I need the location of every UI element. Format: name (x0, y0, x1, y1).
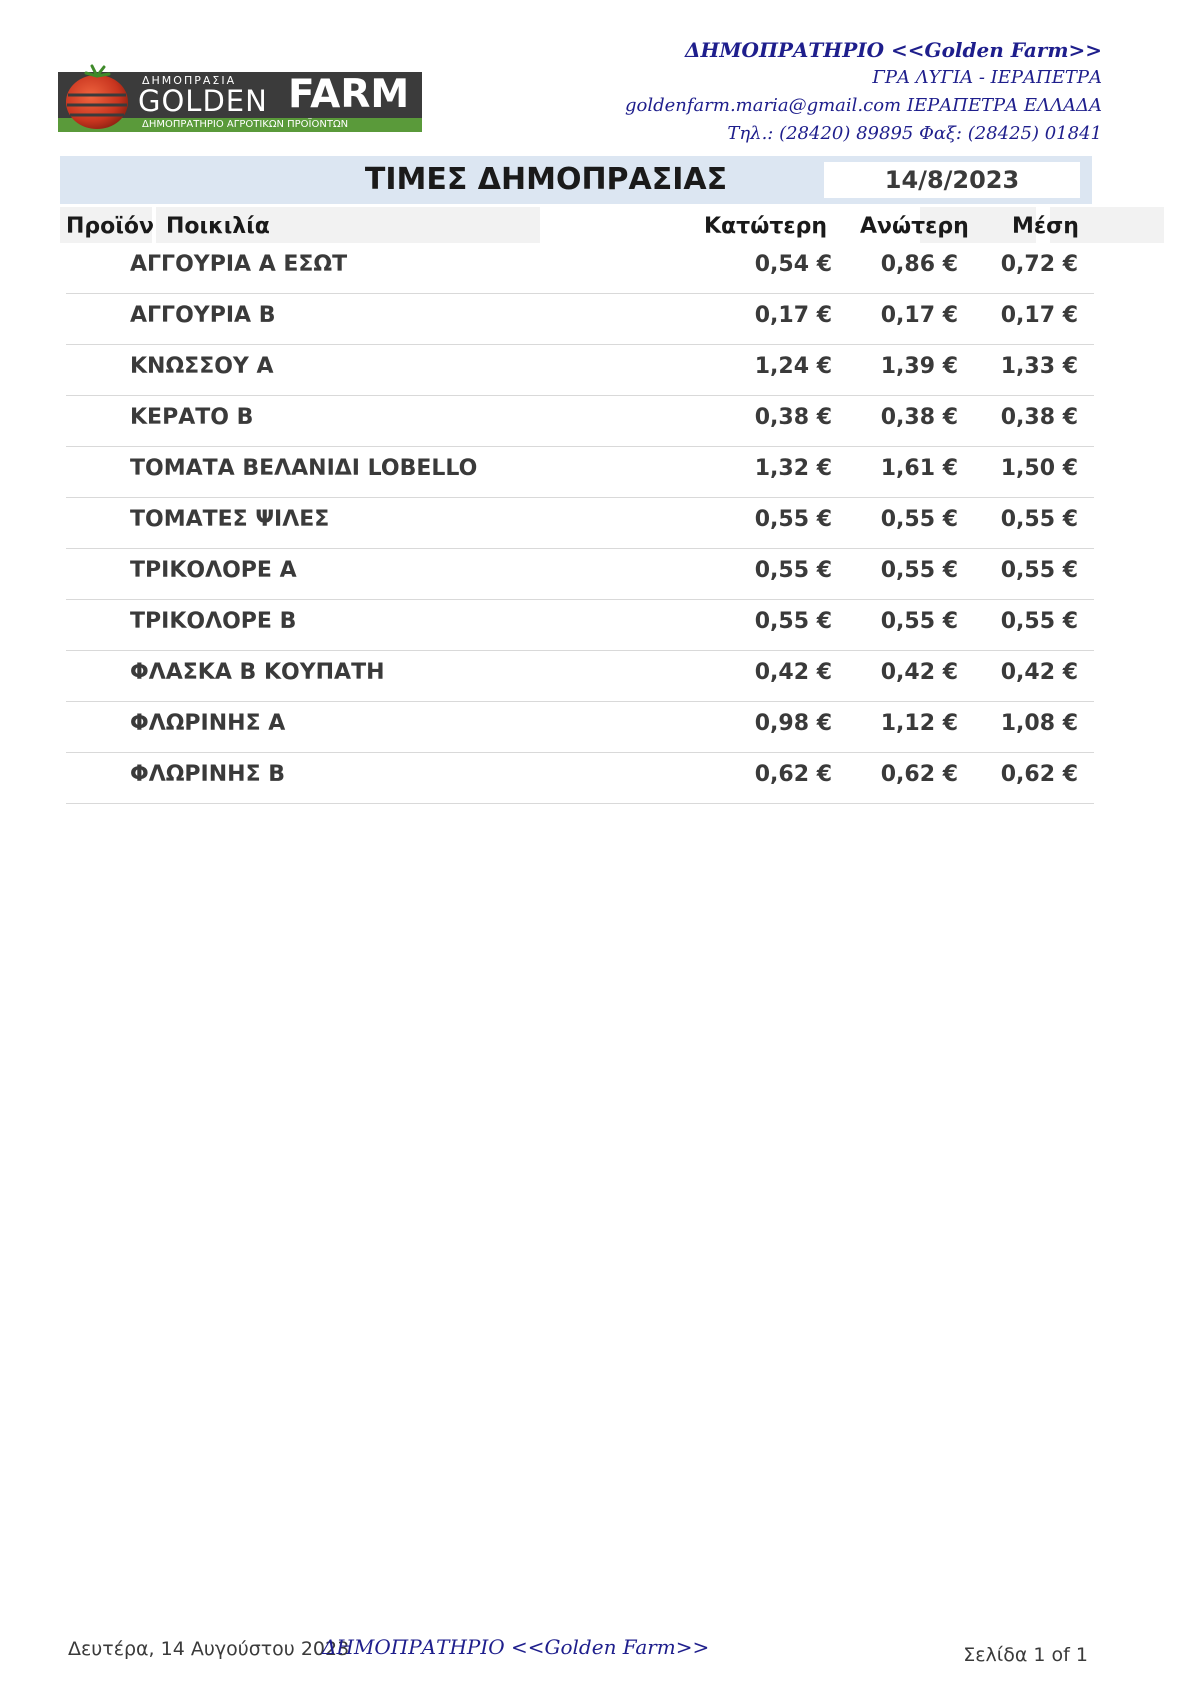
footer-date: Δευτέρα, 14 Αυγούστου 2023 (68, 1638, 350, 1660)
company-phones: Τηλ.: (28420) 89895 Φαξ: (28425) 01841 (727, 123, 1102, 144)
low-price-cell: 0,38 € (754, 405, 832, 430)
high-price-cell: 0,17 € (880, 303, 958, 328)
table-row (66, 345, 1094, 396)
avg-price-cell: 1,33 € (1000, 354, 1078, 379)
high-price-cell: 1,61 € (880, 456, 958, 481)
high-price-cell: 1,12 € (880, 711, 958, 736)
variety-cell: ΤΡΙΚΟΛΟΡΕ Α (130, 558, 297, 583)
report-title: ΤΙΜΕΣ ΔΗΜΟΠΡΑΣΙΑΣ (364, 162, 728, 197)
column-header-low: Κατώτερη (704, 214, 828, 239)
low-price-cell: 0,98 € (754, 711, 832, 736)
high-price-cell: 0,62 € (880, 762, 958, 787)
column-header-variety: Ποικιλία (166, 214, 270, 239)
table-row (66, 396, 1094, 447)
logo-auction-label: ΔΗΜΟΠΡΑΣΙΑ (142, 74, 237, 87)
avg-price-cell: 1,50 € (1000, 456, 1078, 481)
variety-cell: ΦΛΩΡΙΝΗΣ Β (130, 762, 286, 787)
high-price-cell: 0,55 € (880, 507, 958, 532)
table-row (66, 294, 1094, 345)
avg-price-cell: 0,42 € (1000, 660, 1078, 685)
variety-cell: ΑΓΓΟΥΡΙΑ Β (130, 303, 276, 328)
company-info (625, 36, 1102, 148)
avg-price-cell: 0,55 € (1000, 609, 1078, 634)
golden-farm-logo (58, 54, 422, 132)
variety-cell: ΤΡΙΚΟΛΟΡΕ Β (130, 609, 297, 634)
report-title-band (60, 156, 1092, 204)
avg-price-cell: 0,55 € (1000, 507, 1078, 532)
low-price-cell: 0,55 € (754, 558, 832, 583)
table-row (66, 498, 1094, 549)
avg-price-cell: 0,72 € (1000, 252, 1078, 277)
low-price-cell: 0,17 € (754, 303, 832, 328)
price-table-body (66, 243, 1094, 804)
table-row (66, 243, 1094, 294)
variety-cell: ΚΝΩΣΣΟΥ Α (130, 354, 274, 379)
low-price-cell: 1,32 € (754, 456, 832, 481)
low-price-cell: 0,55 € (754, 507, 832, 532)
table-row (66, 702, 1094, 753)
tomato-icon (64, 62, 130, 130)
variety-cell: ΚΕΡΑΤΟ Β (130, 405, 254, 430)
high-price-cell: 0,55 € (880, 558, 958, 583)
low-price-cell: 1,24 € (754, 354, 832, 379)
low-price-cell: 0,54 € (754, 252, 832, 277)
company-email-city: goldenfarm.maria@gmail.com ΙΕΡΑΠΕΤΡΑ ΕΛΛΑΔΑ (625, 95, 1102, 116)
low-price-cell: 0,55 € (754, 609, 832, 634)
company-address: ΓΡΑ ΛΥΓΙΑ - ΙΕΡΑΠΕΤΡΑ (872, 67, 1102, 88)
avg-price-cell: 0,17 € (1000, 303, 1078, 328)
variety-cell: ΤΟΜΑΤΕΣ ΨΙΛΕΣ (130, 507, 330, 532)
logo-tagline: ΔΗΜΟΠΡΑΤΗΡΙΟ ΑΓΡΟΤΙΚΩΝ ΠΡΟΪΟΝΤΩΝ (142, 119, 349, 130)
report-date: 14/8/2023 (824, 162, 1080, 198)
avg-price-cell: 0,62 € (1000, 762, 1078, 787)
company-name: ΔΗΜΟΠΡΑΤΗΡΙΟ <<Golden Farm>> (684, 38, 1102, 62)
variety-cell: ΦΛΑΣΚΑ Β ΚΟΥΠΑΤΗ (130, 660, 385, 685)
avg-price-cell: 0,38 € (1000, 405, 1078, 430)
avg-price-cell: 0,55 € (1000, 558, 1078, 583)
table-row (66, 600, 1094, 651)
high-price-cell: 0,86 € (880, 252, 958, 277)
table-row (66, 753, 1094, 804)
high-price-cell: 1,39 € (880, 354, 958, 379)
column-header-product: Προϊόν (66, 214, 154, 239)
table-row (66, 549, 1094, 600)
table-header (60, 207, 1100, 243)
column-header-avg: Μέση (1012, 214, 1079, 239)
variety-cell: ΤΟΜΑΤΑ ΒΕΛΑΝΙΔΙ LOBELLO (130, 456, 478, 481)
variety-cell: ΦΛΩΡΙΝΗΣ Α (130, 711, 286, 736)
avg-price-cell: 1,08 € (1000, 711, 1078, 736)
logo-golden-text: GOLDEN (138, 84, 268, 118)
low-price-cell: 0,62 € (754, 762, 832, 787)
table-row (66, 447, 1094, 498)
column-header-high: Ανώτερη (860, 214, 969, 239)
high-price-cell: 0,42 € (880, 660, 958, 685)
high-price-cell: 0,55 € (880, 609, 958, 634)
variety-cell: ΑΓΓΟΥΡΙΑ Α ΕΣΩΤ (130, 252, 348, 277)
table-row (66, 651, 1094, 702)
logo-farm-text: FARM (288, 72, 410, 117)
low-price-cell: 0,42 € (754, 660, 832, 685)
footer-company: ΔΗΜΟΠΡΑΤΗΡΙΟ <<Golden Farm>> (322, 1635, 710, 1659)
footer-page-number: Σελίδα 1 of 1 (963, 1644, 1088, 1666)
high-price-cell: 0,38 € (880, 405, 958, 430)
